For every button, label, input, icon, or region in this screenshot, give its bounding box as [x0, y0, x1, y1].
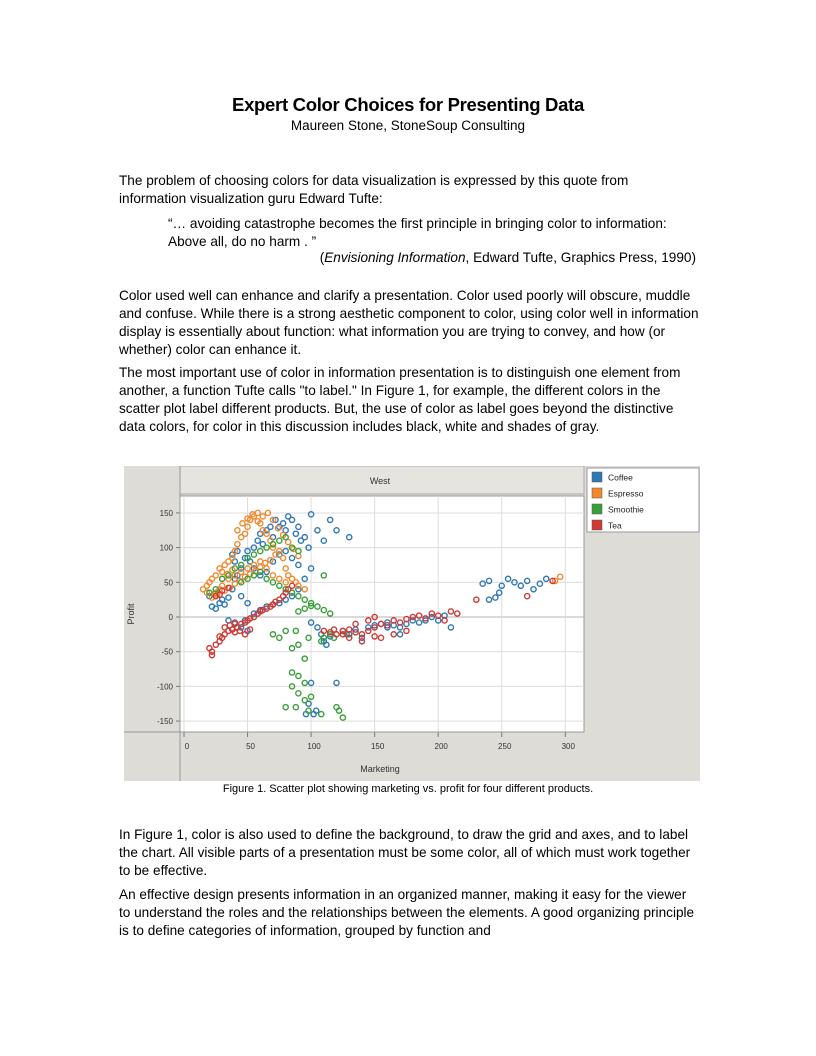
legend-swatch-coffee	[592, 472, 602, 482]
y-tick-label: -100	[156, 682, 173, 692]
x-tick-label: 100	[307, 742, 321, 751]
intro-paragraph: The problem of choosing colors for data visualization is expressed by this quote from information visualization guru Edward Tufte:	[119, 173, 629, 206]
paragraph-1: Color used well can enhance and clarify a presentation. Color used poorly will obscure, muddle and confuse. While there is a strong aesthetic component to color, using color well in information display is essentially about function: what information you are trying to convey, and how (or whether) color can enhance it.	[119, 288, 699, 357]
quote-citation	[168, 249, 696, 267]
legend-swatch-tea	[592, 520, 602, 530]
y-tick-label: 50	[164, 578, 173, 588]
plot-area	[180, 496, 584, 732]
y-tick-label: 0	[168, 613, 173, 622]
y-axis-label: Profit	[126, 603, 136, 625]
x-tick-label: 250	[498, 742, 512, 751]
x-tick-label: 150	[370, 742, 385, 751]
figure-caption: Figure 1. Scatter plot showing marketing vs. profit for four different products.	[222, 783, 594, 795]
citation-work: Envisioning Information	[324, 250, 466, 265]
paragraph-4: An effective design presents information in an organized manner, making it easy for the viewer to understand the roles and the relationships between the elements. A good organizing principle is to define categories of information, grouped by function and	[119, 887, 695, 938]
legend-label-coffee: Coffee	[608, 472, 633, 483]
chart-legend	[587, 468, 699, 532]
x-tick-label: 200	[434, 742, 448, 751]
legend-label-tea: Tea	[608, 520, 622, 531]
legend-box	[587, 468, 699, 532]
document-title: Expert Color Choices for Presenting Data	[232, 94, 584, 115]
tufte-quote: “… avoiding catastrophe becomes the first principle in bringing color to information: Above all, do no harm . ”	[168, 216, 667, 249]
legend-label-espresso: Espresso	[608, 488, 644, 499]
chart-title: West	[369, 476, 391, 486]
citation-rest: , Edward Tufte, Graphics Press, 1990)	[465, 250, 696, 265]
y-tick-label: 100	[159, 543, 173, 553]
document-author: Maureen Stone, StoneSoup Consulting	[290, 118, 526, 133]
x-tick-label: 50	[246, 742, 256, 751]
y-tick-label: -150	[156, 717, 173, 727]
scatter-chart	[124, 466, 700, 781]
x-tick-label: 0	[184, 742, 190, 751]
legend-swatch-espresso	[592, 488, 602, 498]
y-tick-label: 150	[159, 508, 173, 518]
paragraph-2: The most important use of color in information presentation is to distinguish one element from another, a function Tufte calls "to label." In Figure 1, for example, the different colors in the scatter plot label different products. But, the use of color as label goes beyond the distinctive data colors, for color in this discussion includes black, white and shades of gray.	[119, 365, 681, 434]
citation-open: (	[319, 250, 325, 265]
x-axis-label: Marketing	[360, 764, 400, 774]
legend-swatch-smoothie	[592, 504, 602, 514]
legend-label-smoothie: Smoothie	[608, 504, 644, 515]
figure-1	[124, 466, 700, 781]
x-tick-label: 300	[561, 742, 575, 751]
paragraph-3: In Figure 1, color is also used to define the background, to draw the grid and axes, and to label the chart. All visible parts of a presentation must be some color, all of which must work together to be effective.	[119, 827, 691, 878]
y-tick-label: -50	[161, 647, 173, 657]
